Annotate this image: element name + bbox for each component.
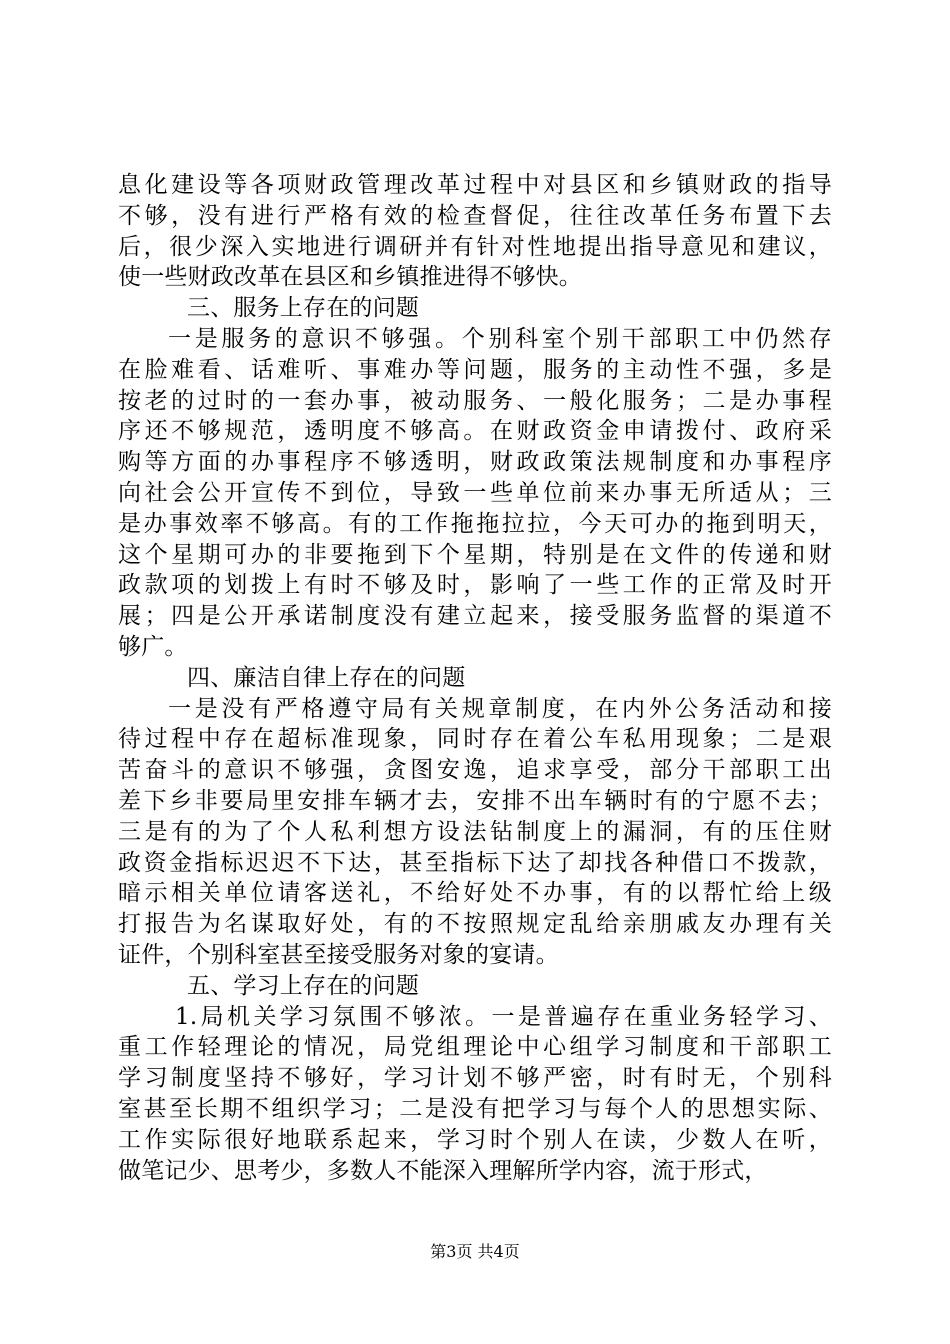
text-line: 学习制度坚持不够好，学习计划不够严密，时有时无，个别科 [118,1065,832,1092]
text-line: 序还不够规范，透明度不够高。在财政资金申请拨付、政府采 [118,418,832,445]
heading-text: 三、服务上存在的问题 [187,295,419,322]
section-heading [118,293,832,324]
section-heading [118,971,832,1002]
paragraph [118,170,832,293]
heading-text: 五、学习上存在的问题 [187,972,419,999]
text-line: 后，很少深入实地进行调研并有针对性地提出指导意见和建议， [118,233,832,260]
text-line: 购等方面的办事程序不够透明，财政政策法规制度和办事程序 [118,449,832,476]
text-line: 使一些财政改革在县区和乡镇推进得不够快。 [118,264,582,291]
text-line: 一是没有严格遵守局有关规章制度，在内外公务活动和接 [168,695,832,722]
text-line: 工作实际很好地联系起来，学习时个别人在读，少数人在听， [118,1126,832,1153]
text-line: 打报告为名谋取好处，有的不按照规定乱给亲朋戚友办理有关 [118,911,832,938]
text-line: 政资金指标迟迟不下达，甚至指标下达了却找各种借口不拨款， [118,849,832,876]
text-line: 不够，没有进行严格有效的检查督促，往往改革任务布置下去 [118,202,832,229]
heading-text: 四、廉洁自律上存在的问题 [187,664,466,691]
paragraph [118,1002,832,1187]
text-line: 暗示相关单位请客送礼，不给好处不办事，有的以帮忙给上级 [118,880,832,907]
text-line: 三是有的为了个人私利想方设法钻制度上的漏洞，有的压住财 [118,818,832,845]
text-line: 重工作轻理论的情况，局党组理论中心组学习制度和干部职工 [118,1034,832,1061]
text-line: 这个星期可办的非要拖到下个星期，特别是在文件的传递和财 [118,541,832,568]
text-line: 苦奋斗的意识不够强，贪图安逸，追求享受，部分干部职工出 [118,757,832,784]
text-line: 够广。 [118,633,188,660]
text-line: 按老的过时的一套办事，被动服务、一般化服务；二是办事程 [118,387,832,414]
text-line: 息化建设等各项财政管理改革过程中对县区和乡镇财政的指导 [118,172,832,198]
text-line: 做笔记少、思考少，多数人不能深入理解所学内容，流于形式， [118,1157,768,1184]
text-line: 是办事效率不够高。有的工作拖拖拉拉，今天可办的拖到明天， [118,510,832,537]
text-line: 证件，个别科室甚至接受服务对象的宴请。 [118,941,559,968]
text-line: 室甚至长期不组织学习；二是没有把学习与每个人的思想实际、 [118,1095,832,1122]
text-line: 1.局机关学习氛围不够浓。一是普遍存在重业务轻学习、 [175,1003,832,1030]
paragraph [118,694,832,971]
text-line: 政款项的划拨上有时不够及时，影响了一些工作的正常及时开 [118,572,832,599]
text-line: 在脸难看、话难听、事难办等问题，服务的主动性不强，多是 [118,356,832,383]
paragraph [118,324,832,663]
text-line: 差下乡非要局里安排车辆才去，安排不出车辆时有的宁愿不去； [118,787,832,814]
text-line: 展；四是公开承诺制度没有建立起来，接受服务监督的渠道不 [118,603,832,630]
text-line: 一是服务的意识不够强。个别科室个别干部职工中仍然存 [168,325,832,352]
section-heading [118,663,832,694]
page-footer [0,1242,950,1262]
document-body [118,170,832,1186]
text-line: 待过程中存在超标准现象，同时存在着公车私用现象；二是艰 [118,726,832,753]
text-line: 向社会公开宣传不到位，导致一些单位前来办事无所适从；三 [118,479,832,506]
page-number-label: 第3页 共4页 [430,1242,520,1261]
